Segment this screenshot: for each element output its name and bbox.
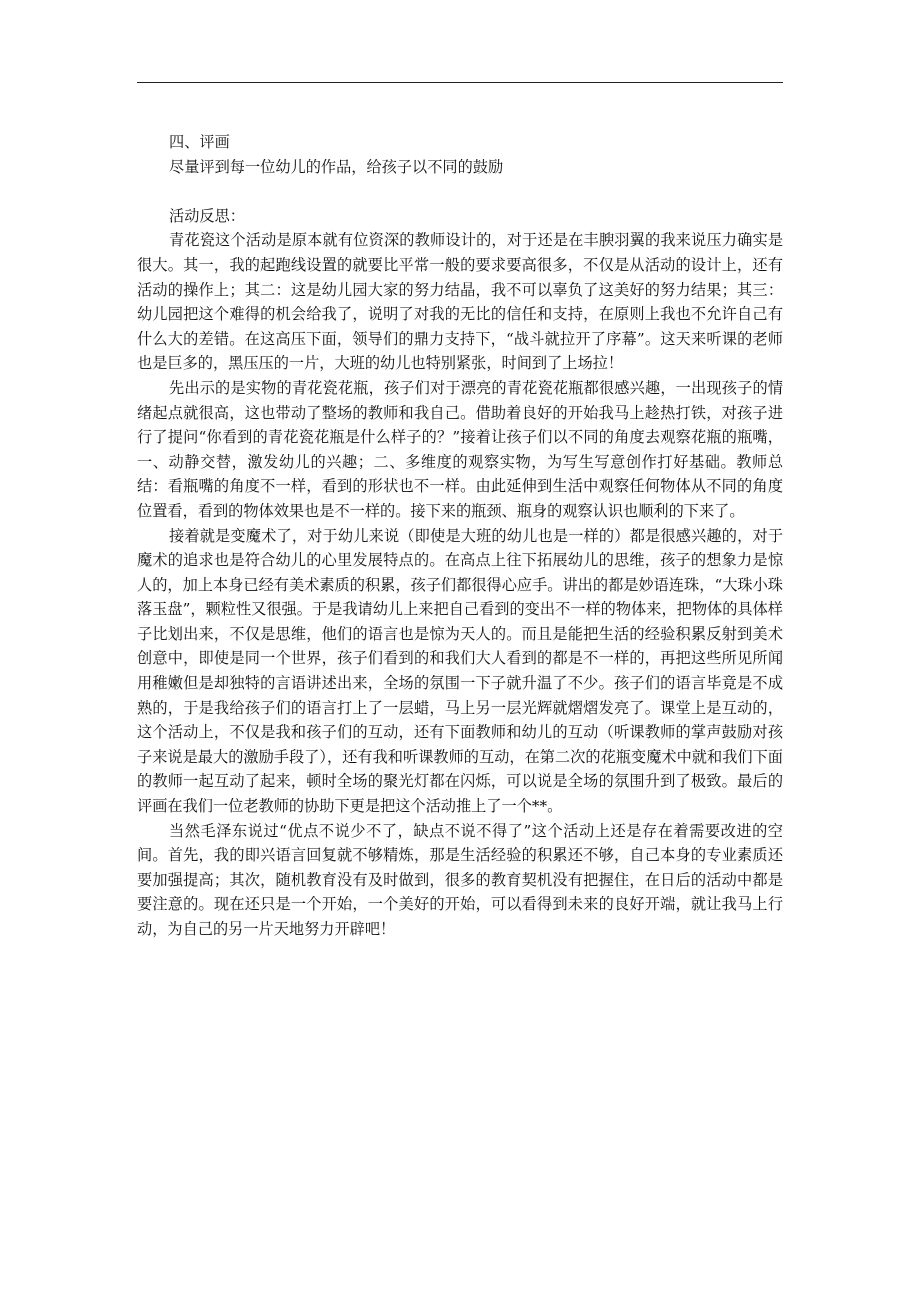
reflection-heading: 活动反思： bbox=[169, 206, 245, 225]
blank-line bbox=[137, 179, 783, 204]
reflection-paragraph-3: 接着就是变魔术了，对于幼儿来说（即使是大班的幼儿也是一样的）都是很感兴趣的，对于魔术的追求也是符合幼儿的心里发展特点的。在高点上往下拓展幼儿的思维，孩子的想象力是惊人的，加上本身已经有美术素质的积累，孩子们都很得心应手。讲出的都是妙语连珠，“大珠小珠落玉盘”，颗粒性又很强。于是我请幼儿上来把自己看到的变出不一样的物体来，把物体的具体样子比划出来，不仅是思维，他们的语言也是惊为天人的。而且是能把生活的经验积累反射到美术创意中，即使是同一个世界，孩子们看到的和我们大人看到的都是不一样的，再把这些所见所闻用稚嫩但是却独特的言语讲述出来，全场的氛围一下子就升温了不少。孩子们的语言毕竟是不成熟的，于是我给孩子们的语言打上了一层蜡，马上另一层光辉就熠熠发亮了。课堂上是互动的，这个活动上，不仅是我和孩子们的互动，还有下面教师和幼儿的互动（听课教师的掌声鼓励对孩子来说是最大的激励手段了），还有我和听课教师的互动，在第二次的花瓶变魔术中就和我们下面的教师一起互动了起来，顿时全场的聚光灯都在闪烁，可以说是全场的氛围升到了极致。最后的评画在我们一位老教师的协助下更是把这个活动推上了一个**。 bbox=[137, 526, 783, 816]
reflection-paragraph-1: 青花瓷这个活动是原本就有位资深的教师设计的，对于还是在丰腴羽翼的我来说压力确实是很大。其一，我的起跑线设置的就要比平常一般的要求要高很多，不仅是从活动的设计上，还有活动的操作上；其二：这是幼儿园大家的努力结晶，我不可以辜负了这美好的努力结果；其三：幼儿园把这个难得的机会给我了，说明了对我的无比的信任和支持，在原则上我也不允许自己有什么大的差错。在这高压下面，领导们的鼎力支持下，“战斗就拉开了序幕”。这天来听课的老师也是巨多的，黑压压的一片，大班的幼儿也特别紧张，时间到了上场拉！ bbox=[137, 231, 783, 373]
reflection-paragraph-2: 先出示的是实物的青花瓷花瓶，孩子们对于漂亮的青花瓷花瓶都很感兴趣，一出现孩子的情绪起点就很高，这也带动了整场的教师和我自己。借助着良好的开始我马上趁热打铁，对孩子进行了提问“你看到的青花瓷花瓶是什么样子的？”接着让孩子们以不同的角度去观察花瓶的瓶嘴，一、动静交替，激发幼儿的兴趣；二、多维度的观察实物，为写生写意创作打好基础。教师总结：看瓶嘴的角度不一样，看到的形状也不一样。由此延伸到生活中观察任何物体从不同的角度位置看，看到的物体效果也是不一样的。接下来的瓶颈、瓶身的观察认识也顺利的下来了。 bbox=[137, 378, 783, 520]
header-divider bbox=[137, 82, 783, 83]
section-heading: 四、评画 bbox=[169, 133, 230, 151]
reflection-paragraph-4: 当然毛泽东说过“优点不说少不了，缺点不说不得了”这个活动上还是存在着需要改进的空间。首先，我的即兴语言回复就不够精炼，那是生活经验的积累还不够，自己本身的专业素质还要加强提高；其次，随机教育没有及时做到，很多的教育契机没有把握住，在日后的活动中都是要注意的。现在还只是一个开始，一个美好的开始，可以看得到未来的良好开端，就让我马上行动，为自己的另一片天地努力开辟吧！ bbox=[137, 821, 783, 938]
document-body bbox=[137, 130, 783, 942]
section-description: 尽量评到每一位幼儿的作品，给孩子以不同的鼓励 bbox=[169, 157, 504, 176]
